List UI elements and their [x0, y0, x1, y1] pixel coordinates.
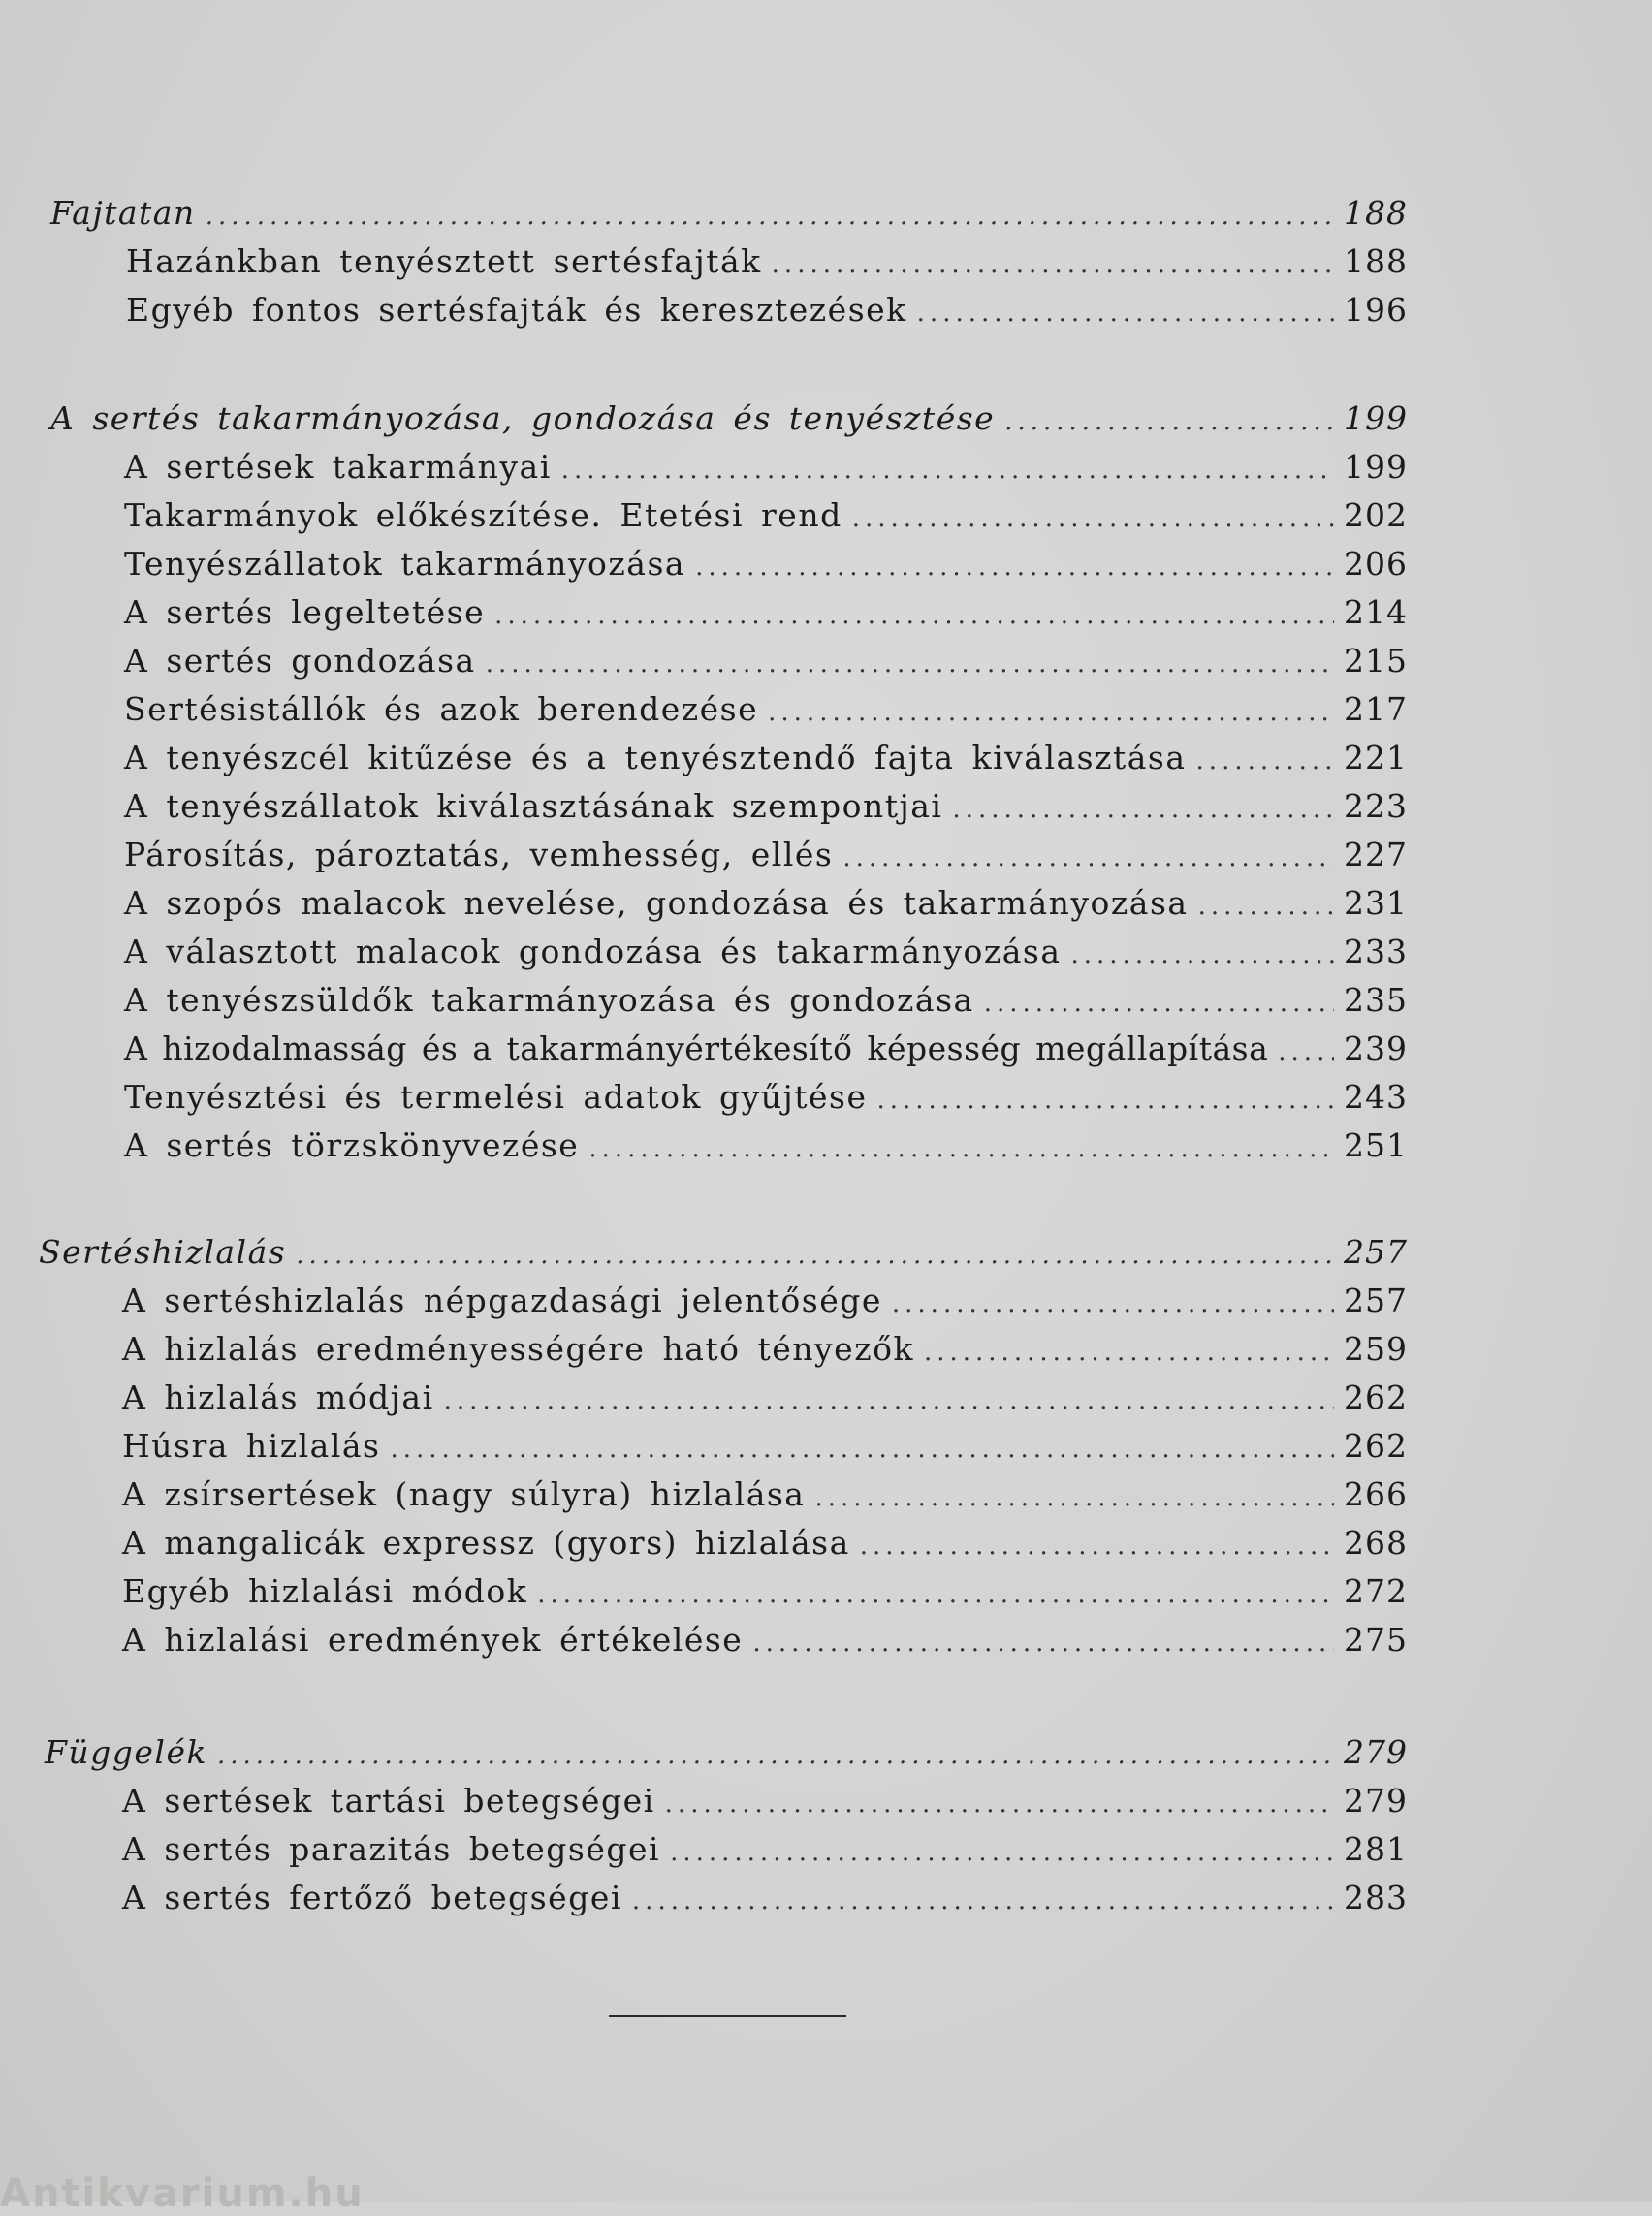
entry-title: Sertésistállók és azok berendezése — [124, 690, 759, 728]
dot-leader — [842, 843, 1334, 872]
toc-entry — [124, 545, 1408, 593]
dot-leader — [296, 1241, 1334, 1270]
dot-leader — [206, 202, 1334, 231]
toc-entry — [124, 448, 1408, 496]
toc-entry — [122, 1330, 1408, 1378]
page-number: 223 — [1344, 787, 1408, 825]
page-number: 243 — [1344, 1078, 1408, 1116]
page-number: 231 — [1344, 884, 1408, 922]
entry-title: Tenyészállatok takarmányozása — [124, 545, 686, 583]
entry-title: A választott malacok gondozása és takarmányozása — [124, 933, 1062, 970]
toc-entry — [122, 1378, 1408, 1427]
entry-title: A sertés törzskönyvezése — [124, 1126, 580, 1164]
page-number: 199 — [1344, 448, 1408, 486]
dot-leader — [588, 1134, 1334, 1163]
entry-title: Tenyésztési és termelési adatok gyűjtése — [124, 1078, 868, 1116]
dot-leader — [984, 989, 1334, 1018]
entry-title: A tenyészsüldők takarmányozása és gondozása — [124, 981, 974, 1019]
dot-leader — [877, 1086, 1335, 1115]
toc-entry — [122, 1427, 1408, 1475]
toc-entry — [124, 739, 1408, 787]
toc-entry — [124, 496, 1408, 545]
section-heading — [39, 1233, 1408, 1282]
dot-leader — [444, 1386, 1334, 1415]
page-number: 239 — [1344, 1029, 1408, 1067]
dot-leader — [924, 1338, 1334, 1367]
section-title: Függelék — [45, 1733, 208, 1771]
page-number: 214 — [1344, 593, 1408, 631]
toc-entry — [122, 1621, 1408, 1669]
dot-leader — [1278, 1037, 1334, 1066]
dot-leader — [1198, 892, 1334, 921]
dot-leader — [752, 1629, 1334, 1658]
section-heading — [50, 399, 1408, 448]
toc-entry — [126, 291, 1408, 339]
toc-entry — [124, 787, 1408, 836]
page-number: 188 — [1344, 242, 1408, 280]
page-number: 281 — [1344, 1830, 1408, 1868]
dot-leader — [561, 456, 1334, 485]
page-number: 215 — [1344, 642, 1408, 680]
toc-entry — [124, 690, 1408, 739]
entry-title: A szopós malacok nevelése, gondozása és takarmányozása — [124, 884, 1189, 922]
dot-leader — [1004, 407, 1334, 436]
toc-entry — [124, 836, 1408, 884]
section-title: Fajtatan — [50, 194, 196, 232]
dot-leader — [892, 1289, 1334, 1318]
end-rule — [609, 2015, 846, 2017]
page-number: 188 — [1344, 194, 1408, 232]
page-number: 257 — [1344, 1233, 1408, 1271]
page-number: 272 — [1344, 1572, 1408, 1610]
section-title: A sertés takarmányozása, gondozása és tenyésztése — [50, 399, 996, 437]
entry-title: Hazánkban tenyésztett sertésfajták — [126, 242, 762, 280]
page-number: 221 — [1344, 739, 1408, 776]
page-number: 199 — [1344, 399, 1408, 437]
page-number: 251 — [1344, 1126, 1408, 1164]
entry-title: A tenyészcél kitűzése és a tenyésztendő fajta kiválasztása — [124, 739, 1187, 776]
toc-entry — [124, 933, 1408, 981]
entry-title: A hizlalás eredményességére ható tényezők — [122, 1330, 914, 1368]
entry-title: A hizlalási eredmények értékelése — [122, 1621, 744, 1659]
entry-title: A sertések tartási betegségei — [122, 1782, 655, 1820]
page-number: 262 — [1344, 1378, 1408, 1416]
dot-leader — [1071, 940, 1335, 969]
page-number: 202 — [1344, 496, 1408, 534]
toc-entry — [126, 242, 1408, 291]
toc-entry — [124, 1126, 1408, 1175]
toc-entry — [124, 1078, 1408, 1126]
toc-entry — [122, 1524, 1408, 1572]
entry-title: A hizodalmasság és a takarmányértékesítő képesség megállapítása — [124, 1029, 1269, 1067]
entry-title: A tenyészállatok kiválasztásának szempontjai — [124, 787, 943, 825]
dot-leader — [670, 1838, 1334, 1867]
entry-title: A sertés fertőző betegségei — [122, 1879, 622, 1916]
entry-title: A sertés gondozása — [124, 642, 476, 680]
toc-entry — [124, 981, 1408, 1029]
toc-entry — [124, 884, 1408, 933]
page-number: 257 — [1344, 1282, 1408, 1319]
page-number: 217 — [1344, 690, 1408, 728]
section-title: Sertéshizlalás — [39, 1233, 287, 1271]
dot-leader — [486, 649, 1334, 679]
dot-leader — [632, 1886, 1334, 1915]
dot-leader — [494, 601, 1334, 630]
page-number: 206 — [1344, 545, 1408, 583]
dot-leader — [217, 1741, 1334, 1770]
dot-leader — [814, 1483, 1334, 1512]
toc-entry — [122, 1879, 1408, 1927]
dot-leader — [952, 795, 1334, 824]
entry-title: A hizlalás módjai — [122, 1378, 434, 1416]
entry-title: Párosítás, pároztatás, vemhesség, ellés — [124, 836, 834, 873]
section-heading — [45, 1733, 1408, 1782]
dot-leader — [768, 698, 1334, 727]
entry-title: A sertés parazitás betegségei — [122, 1830, 661, 1868]
dot-leader — [852, 504, 1334, 533]
toc-entry — [122, 1830, 1408, 1879]
entry-title: A sertéshizlalás népgazdasági jelentősége — [122, 1282, 882, 1319]
page-number: 275 — [1344, 1621, 1408, 1659]
dot-leader — [391, 1435, 1335, 1464]
toc-entry — [124, 593, 1408, 642]
page-number: 283 — [1344, 1879, 1408, 1916]
dot-leader — [1196, 746, 1334, 776]
section-heading — [50, 194, 1408, 242]
entry-title: Egyéb hizlalási módok — [122, 1572, 528, 1610]
dot-leader — [537, 1580, 1334, 1609]
dot-leader — [695, 553, 1334, 582]
entry-title: A zsírsertések (nagy súlyra) hizlalása — [122, 1475, 806, 1513]
entry-title: Húsra hizlalás — [122, 1427, 381, 1465]
dot-leader — [665, 1789, 1334, 1819]
page-number: 268 — [1344, 1524, 1408, 1562]
page-number: 279 — [1344, 1782, 1408, 1820]
page-number: 266 — [1344, 1475, 1408, 1513]
entry-title: A mangalicák expressz (gyors) hizlalása — [122, 1524, 850, 1562]
page-number: 233 — [1344, 933, 1408, 970]
entry-title: Egyéb fontos sertésfajták és keresztezések — [126, 291, 907, 329]
page-number: 235 — [1344, 981, 1408, 1019]
page-number: 262 — [1344, 1427, 1408, 1465]
toc-entry — [122, 1572, 1408, 1621]
page-number: 259 — [1344, 1330, 1408, 1368]
page-number: 227 — [1344, 836, 1408, 873]
toc-entry — [122, 1475, 1408, 1524]
toc-entry — [122, 1782, 1408, 1830]
entry-title: A sertések takarmányai — [124, 448, 552, 486]
toc-entry — [122, 1282, 1408, 1330]
entry-title: Takarmányok előkészítése. Etetési rend — [124, 496, 842, 534]
page-number: 196 — [1344, 291, 1408, 329]
dot-leader — [772, 250, 1334, 279]
dot-leader — [917, 299, 1334, 328]
toc-entry — [124, 642, 1408, 690]
entry-title: A sertés legeltetése — [124, 593, 486, 631]
toc-entry — [124, 1029, 1408, 1078]
dot-leader — [860, 1532, 1334, 1561]
page-number: 279 — [1344, 1733, 1408, 1771]
watermark: Antikvarium.hu — [0, 2171, 365, 2216]
